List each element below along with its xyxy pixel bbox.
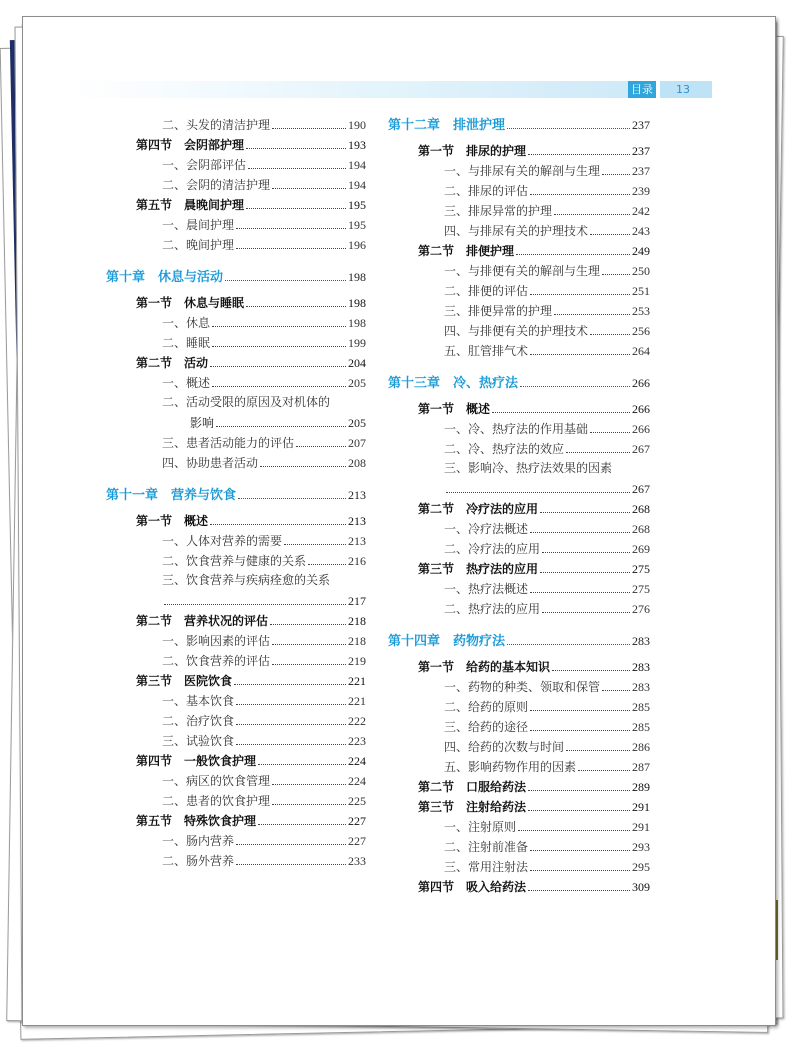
leader-dots [528, 140, 630, 155]
toc-item-row[interactable] [388, 260, 650, 280]
toc-item-row[interactable] [388, 220, 650, 240]
leader-dots [236, 710, 346, 725]
toc-section-row[interactable] [106, 810, 366, 830]
toc-item-row[interactable] [388, 756, 650, 776]
toc-page-number: 223 [348, 734, 366, 748]
toc-entry-title: 一、药物的种类、领取和保管 [444, 680, 601, 694]
toc-entry-title: 五、肛管排气术 [444, 344, 529, 358]
leader-dots [446, 478, 630, 493]
toc-entry-title: 五、影响药物作用的因素 [444, 760, 577, 774]
toc-entry-title: 二、治疗饮食 [162, 714, 235, 728]
leader-dots [236, 234, 346, 249]
toc-entry-title: 第二节 活动 [136, 356, 209, 370]
leader-dots [530, 696, 630, 711]
leader-dots [272, 650, 346, 665]
toc-page-number: 264 [632, 344, 650, 358]
toc-page-number: 283 [632, 660, 650, 674]
toc-entry-title: 二、排尿的评估 [444, 184, 529, 198]
toc-page-number: 287 [632, 760, 650, 774]
toc-section-row[interactable] [106, 670, 366, 690]
toc-page-number: 219 [348, 654, 366, 668]
toc-item-row[interactable] [106, 850, 366, 870]
toc-item-row[interactable] [106, 690, 366, 710]
toc-page-number: 193 [348, 138, 366, 152]
toc-page-number: 283 [632, 680, 650, 694]
toc-page-number: 194 [348, 178, 366, 192]
toc-page-number: 218 [348, 614, 366, 628]
leader-dots [540, 558, 630, 573]
toc-item-wrap-row[interactable] [388, 458, 650, 478]
toc-entry-title: 三、患者活动能力的评估 [162, 436, 295, 450]
toc-item-row[interactable] [106, 790, 366, 810]
toc-section-row[interactable] [388, 398, 650, 418]
toc-page-number: 249 [632, 244, 650, 258]
toc-page-number: 217 [348, 594, 366, 608]
toc-entry-title: 第十一章 营养与饮食 [106, 488, 237, 503]
leader-dots [530, 836, 630, 851]
toc-chapter-row[interactable] [388, 114, 650, 134]
toc-entry-title: 二、饮食营养与健康的关系 [162, 554, 307, 568]
toc-item-wrap-row[interactable] [106, 570, 366, 590]
toc-entry-title: 一、基本饮食 [162, 694, 235, 708]
toc-entry-title: 第一节 休息与睡眠 [136, 296, 245, 310]
toc-section-row[interactable] [106, 750, 366, 770]
leader-dots [272, 630, 346, 645]
toc-item-row[interactable] [388, 856, 650, 876]
toc-item-row[interactable] [388, 696, 650, 716]
toc-page-number: 276 [632, 602, 650, 616]
toc-item-row[interactable] [106, 650, 366, 670]
toc-entry-title: 一、影响因素的评估 [162, 634, 271, 648]
toc-entry-title: 二、会阴的清洁护理 [162, 178, 271, 192]
toc-page-number: 198 [348, 270, 366, 284]
leader-dots [566, 438, 630, 453]
toc-entry-title: 第三节 热疗法的应用 [418, 562, 539, 576]
leader-dots [246, 194, 346, 209]
leader-dots [212, 312, 346, 327]
toc-entry-title: 一、与排尿有关的解剖与生理 [444, 164, 601, 178]
toc-page-number: 227 [348, 834, 366, 848]
leader-dots [248, 154, 346, 169]
toc-section-row[interactable] [388, 876, 650, 896]
toc-page-number: 221 [348, 694, 366, 708]
leader-dots [516, 240, 630, 255]
toc-item-row[interactable] [106, 372, 366, 392]
toc-entry-title: 三、常用注射法 [444, 860, 529, 874]
leader-dots [602, 160, 630, 175]
toc-page-number: 285 [632, 720, 650, 734]
toc-entry-title: 二、晚间护理 [162, 238, 235, 252]
leader-dots [602, 260, 630, 275]
leader-dots [590, 220, 630, 235]
toc-entry-title: 一、人体对营养的需要 [162, 534, 283, 548]
leader-dots [272, 114, 346, 129]
toc-entry-title: 三、试验饮食 [162, 734, 235, 748]
toc-item-row[interactable] [106, 214, 366, 234]
toc-entry-title: 第五节 晨晚间护理 [136, 198, 245, 212]
leader-dots [542, 598, 630, 613]
toc-section-row[interactable] [388, 796, 650, 816]
toc-entry-title: 第三节 注射给药法 [418, 800, 527, 814]
leader-dots [258, 750, 346, 765]
toc-item-row[interactable] [106, 710, 366, 730]
leader-dots [236, 830, 346, 845]
leader-dots [216, 412, 346, 427]
toc-section-row[interactable] [388, 498, 650, 518]
toc-item-row[interactable] [106, 154, 366, 174]
leader-dots [530, 856, 630, 871]
toc-entry-title: 四、给药的次数与时间 [444, 740, 565, 754]
leader-dots [530, 180, 630, 195]
leader-dots [578, 756, 630, 771]
toc-entry-title: 二、注射前准备 [444, 840, 529, 854]
leader-dots [528, 796, 630, 811]
leader-dots [210, 352, 346, 367]
leader-dots [528, 876, 630, 891]
toc-item-row[interactable] [388, 716, 650, 736]
toc-entry-title: 一、休息 [162, 316, 211, 330]
leader-dots [164, 590, 346, 605]
leader-dots [246, 292, 346, 307]
toc-item-row[interactable] [388, 816, 650, 836]
leader-dots [284, 530, 346, 545]
toc-entry-title: 第二节 排便护理 [418, 244, 515, 258]
toc-item-row[interactable] [388, 736, 650, 756]
toc-item-wrap-row[interactable] [106, 392, 366, 412]
leader-dots [236, 730, 346, 745]
toc-item-row[interactable] [106, 234, 366, 254]
toc-page-number: 225 [348, 794, 366, 808]
toc-page-number: 285 [632, 700, 650, 714]
toc-page-number: 227 [348, 814, 366, 828]
leader-dots [590, 418, 630, 433]
toc-item-row[interactable] [106, 550, 366, 570]
toc-page-number: 237 [632, 118, 650, 132]
toc-entry-title: 三、影响冷、热疗法效果的因素 [444, 461, 613, 475]
leader-dots [272, 174, 346, 189]
toc-section-row[interactable] [106, 292, 366, 312]
toc-right-column [388, 114, 650, 896]
toc-cont-indent-row[interactable] [106, 412, 366, 432]
toc-page-number: 266 [632, 402, 650, 416]
toc-chapter-row[interactable] [388, 630, 650, 650]
toc-page-number: 224 [348, 774, 366, 788]
toc-entry-title: 一、肠内营养 [162, 834, 235, 848]
toc-entry-title: 第十二章 排泄护理 [388, 118, 506, 133]
toc-page-number: 194 [348, 158, 366, 172]
toc-page-number: 198 [348, 296, 366, 310]
toc-left-column [106, 114, 366, 870]
toc-item-row[interactable] [106, 830, 366, 850]
toc-page-number: 222 [348, 714, 366, 728]
leader-dots [308, 550, 346, 565]
toc-entry-title: 三、给药的途径 [444, 720, 529, 734]
toc-item-row[interactable] [388, 518, 650, 538]
toc-page-number: 253 [632, 304, 650, 318]
toc-item-row[interactable] [106, 530, 366, 550]
toc-entry-title: 一、冷疗法概述 [444, 522, 529, 536]
toc-item-row[interactable] [388, 320, 650, 340]
leader-dots [530, 578, 630, 593]
header-bar [70, 81, 628, 98]
toc-section-row[interactable] [388, 656, 650, 676]
toc-entry-title: 二、热疗法的应用 [444, 602, 541, 616]
toc-item-row[interactable] [106, 770, 366, 790]
toc-page-number: 267 [632, 442, 650, 456]
leader-dots [246, 134, 346, 149]
leader-dots [554, 300, 630, 315]
toc-page-number: 218 [348, 634, 366, 648]
toc-section-row[interactable] [106, 134, 366, 154]
toc-chapter-row[interactable] [106, 266, 366, 286]
toc-entry-title: 第三节 医院饮食 [136, 674, 233, 688]
toc-item-row[interactable] [388, 200, 650, 220]
toc-page-number: 269 [632, 542, 650, 556]
toc-entry-title: 二、排便的评估 [444, 284, 529, 298]
leader-dots [212, 372, 346, 387]
leader-dots [542, 538, 630, 553]
toc-page-number: 195 [348, 218, 366, 232]
toc-entry-title: 第一节 概述 [418, 402, 491, 416]
toc-page-number: 190 [348, 118, 366, 132]
toc-page-number: 286 [632, 740, 650, 754]
toc-entry-title: 第二节 口服给药法 [418, 780, 527, 794]
toc-item-row[interactable] [388, 578, 650, 598]
toc-page-number: 204 [348, 356, 366, 370]
toc-section-row[interactable] [106, 352, 366, 372]
toc-item-row[interactable] [106, 114, 366, 134]
toc-item-row[interactable] [388, 438, 650, 458]
toc-section-row[interactable] [388, 776, 650, 796]
toc-section-row[interactable] [388, 558, 650, 578]
toc-entry-title: 二、饮食营养的评估 [162, 654, 271, 668]
leader-dots [518, 816, 630, 831]
toc-entry-title: 第四节 吸入给药法 [418, 880, 527, 894]
toc-section-row[interactable] [388, 140, 650, 160]
toc-entry-title: 一、会阴部评估 [162, 158, 247, 172]
toc-entry-title: 四、与排尿有关的护理技术 [444, 224, 589, 238]
leader-dots [602, 676, 630, 691]
toc-page-number: 268 [632, 502, 650, 516]
toc-entry-title: 三、排便异常的护理 [444, 304, 553, 318]
header-page-number: 13 [660, 81, 712, 98]
toc-page-number: 250 [632, 264, 650, 278]
toc-entry-title: 第十章 休息与活动 [106, 270, 224, 285]
toc-entry-title: 一、晨间护理 [162, 218, 235, 232]
toc-entry-title: 第一节 概述 [136, 514, 209, 528]
toc-entry-title: 二、活动受限的原因及对机体的 [162, 395, 331, 409]
leader-dots [212, 332, 346, 347]
toc-page-number: 251 [632, 284, 650, 298]
leader-dots [530, 280, 630, 295]
toc-entry-title: 第二节 营养状况的评估 [136, 614, 269, 628]
toc-item-row[interactable] [388, 180, 650, 200]
leader-dots [272, 770, 346, 785]
toc-page-number: 216 [348, 554, 366, 568]
toc-page-number: 275 [632, 562, 650, 576]
toc-entry-title: 一、注射原则 [444, 820, 517, 834]
leader-dots [296, 432, 346, 447]
toc-entry-title: 一、概述 [162, 376, 211, 390]
toc-entry-title: 第十四章 药物疗法 [388, 634, 506, 649]
toc-item-row[interactable] [388, 280, 650, 300]
toc-page-number: 196 [348, 238, 366, 252]
toc-page-number: 243 [632, 224, 650, 238]
toc-page-number: 267 [632, 482, 650, 496]
toc-chapter-row[interactable] [388, 372, 650, 392]
toc-section-row[interactable] [106, 510, 366, 530]
toc-entry-title: 第一节 排尿的护理 [418, 144, 527, 158]
leader-dots [590, 320, 630, 335]
toc-page-number: 221 [348, 674, 366, 688]
toc-item-row[interactable] [106, 730, 366, 750]
toc-page-number: 199 [348, 336, 366, 350]
toc-page-number: 237 [632, 164, 650, 178]
toc-chapter-row[interactable] [106, 484, 366, 504]
toc-page-number: 289 [632, 780, 650, 794]
toc-entry-title: 第五节 特殊饮食护理 [136, 814, 257, 828]
toc-item-row[interactable] [106, 630, 366, 650]
toc-page-number: 309 [632, 880, 650, 894]
toc-page-number: 268 [632, 522, 650, 536]
toc-entry-title: 第一节 给药的基本知识 [418, 660, 551, 674]
toc-page-number: 213 [348, 514, 366, 528]
leader-dots [260, 452, 346, 467]
toc-entry-title: 第二节 冷疗法的应用 [418, 502, 539, 516]
toc-page-number: 293 [632, 840, 650, 854]
toc-section-row[interactable] [106, 194, 366, 214]
leader-dots [520, 372, 630, 387]
leader-dots [225, 266, 346, 281]
leader-dots [507, 114, 630, 129]
leader-dots [566, 736, 630, 751]
toc-entry-title: 第四节 会阴部护理 [136, 138, 245, 152]
toc-item-row[interactable] [388, 836, 650, 856]
toc-entry-title: 影响 [190, 416, 215, 430]
toc-page-number: 283 [632, 634, 650, 648]
toc-entry-title: 三、饮食营养与疾病痊愈的关系 [162, 573, 331, 587]
leader-dots [258, 810, 346, 825]
leader-dots [530, 716, 630, 731]
leader-dots [540, 498, 630, 513]
leader-dots [552, 656, 630, 671]
toc-page-number: 291 [632, 820, 650, 834]
leader-dots [530, 518, 630, 533]
toc-page-number: 242 [632, 204, 650, 218]
toc-item-row[interactable] [388, 340, 650, 360]
toc-page-number: 266 [632, 376, 650, 390]
toc-page-number: 237 [632, 144, 650, 158]
toc-item-row[interactable] [388, 300, 650, 320]
toc-item-row[interactable] [106, 312, 366, 332]
toc-page-number: 266 [632, 422, 650, 436]
toc-item-row[interactable] [388, 598, 650, 618]
leader-dots [236, 690, 346, 705]
toc-entry-title: 二、冷、热疗法的效应 [444, 442, 565, 456]
toc-entry-title: 第十三章 冷、热疗法 [388, 376, 519, 391]
toc-page-number: 291 [632, 800, 650, 814]
leader-dots [236, 214, 346, 229]
toc-page-number: 256 [632, 324, 650, 338]
toc-entry-title: 一、病区的饮食管理 [162, 774, 271, 788]
toc-item-row[interactable] [106, 452, 366, 472]
toc-page-number: 213 [348, 488, 366, 502]
leader-dots [236, 850, 346, 865]
toc-entry-title: 二、头发的清洁护理 [162, 118, 271, 132]
toc-item-row[interactable] [388, 538, 650, 558]
toc-page-number: 205 [348, 376, 366, 390]
leader-dots [530, 340, 630, 355]
toc-page-number: 224 [348, 754, 366, 768]
toc-item-row[interactable] [388, 160, 650, 180]
toc-item-row[interactable] [106, 332, 366, 352]
toc-entry-title: 二、给药的原则 [444, 700, 529, 714]
toc-page-number: 295 [632, 860, 650, 874]
toc-page-number: 208 [348, 456, 366, 470]
leader-dots [528, 776, 630, 791]
toc-item-row[interactable] [388, 418, 650, 438]
leader-dots [272, 790, 346, 805]
toc-page-number: 198 [348, 316, 366, 330]
toc-cont-row[interactable] [106, 590, 366, 610]
leader-dots [270, 610, 346, 625]
toc-entry-title: 第四节 一般饮食护理 [136, 754, 257, 768]
leader-dots [554, 200, 630, 215]
header-section-label: 目录 [628, 81, 656, 98]
leader-dots [492, 398, 630, 413]
toc-section-row[interactable] [388, 240, 650, 260]
toc-entry-title: 四、协助患者活动 [162, 456, 259, 470]
toc-entry-title: 一、热疗法概述 [444, 582, 529, 596]
toc-page-number: 233 [348, 854, 366, 868]
leader-dots [507, 630, 630, 645]
toc-page-number: 205 [348, 416, 366, 430]
toc-item-row[interactable] [106, 174, 366, 194]
leader-dots [238, 484, 346, 499]
toc-page-number: 239 [632, 184, 650, 198]
toc-entry-title: 一、与排便有关的解剖与生理 [444, 264, 601, 278]
toc-entry-title: 三、排尿异常的护理 [444, 204, 553, 218]
leader-dots [234, 670, 346, 685]
toc-page-number: 195 [348, 198, 366, 212]
leader-dots [210, 510, 346, 525]
toc-entry-title: 二、睡眠 [162, 336, 211, 350]
toc-page-number: 275 [632, 582, 650, 596]
toc-page-number: 207 [348, 436, 366, 450]
toc-item-row[interactable] [388, 676, 650, 696]
toc-page-number: 213 [348, 534, 366, 548]
toc-item-row[interactable] [106, 432, 366, 452]
toc-entry-title: 一、冷、热疗法的作用基础 [444, 422, 589, 436]
toc-entry-title: 二、肠外营养 [162, 854, 235, 868]
toc-entry-title: 二、冷疗法的应用 [444, 542, 541, 556]
toc-entry-title: 二、患者的饮食护理 [162, 794, 271, 808]
toc-entry-title: 四、与排便有关的护理技术 [444, 324, 589, 338]
toc-section-row[interactable] [106, 610, 366, 630]
toc-cont-row[interactable] [388, 478, 650, 498]
